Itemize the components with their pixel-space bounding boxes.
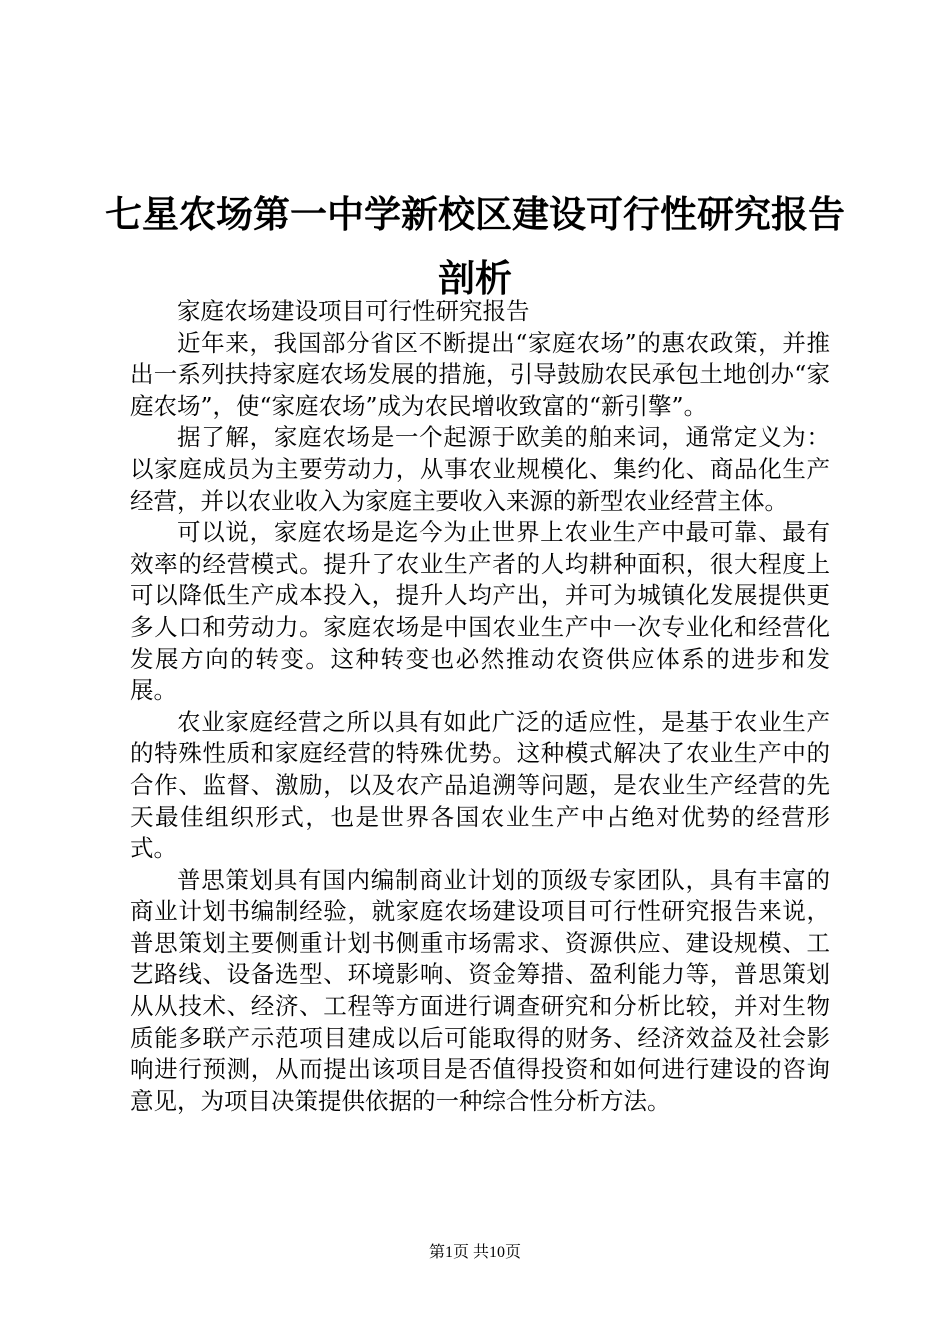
paragraph: 近年来，我国部分省区不断提出“家庭农场”的惠农政策，并推出一系列扶持家庭农场发展的措施，引导鼓励农民承包土地创办“家庭农场”，使“家庭农场”成为农民增收致富的“新引擎”。 [130,328,830,420]
paragraph-subtitle: 家庭农场建设项目可行性研究报告 [177,297,530,325]
paragraph: 可以说，家庭农场是迄今为止世界上农业生产中最可靠、最有效率的经营模式。提升了农业生产者的人均耕种面积，很大程度上可以降低生产成本投入，提升人均产出，并可为城镇化发展提供更多人口和劳动力。家庭农场是中国农业生产中一次专业化和经营化发展方向的转变。这种转变也必然推动农资供应体系的进步和发展。 [130,518,830,705]
page-number-footer: 第1页 共10页 [428,1244,521,1261]
paragraph: 农业家庭经营之所以具有如此广泛的适应性，是基于农业生产的特殊性质和家庭经营的特殊优势。这种模式解决了农业生产中的合作、监督、激励，以及农产品追溯等问题，是农业生产经营的先天最佳组织形式，也是世界各国农业生产中占绝对优势的经营形式。 [130,707,830,863]
paragraph: 据了解，家庭农场是一个起源于欧美的舶来词，通常定义为：以家庭成员为主要劳动力，从事农业规模化、集约化、商品化生产经营，并以农业收入为家庭主要收入来源的新型农业经营主体。 [130,423,830,515]
paragraph: 普思策划具有国内编制商业计划的顶级专家团队，具有丰富的商业计划书编制经验，就家庭农场建设项目可行性研究报告来说，普思策划主要侧重计划书侧重市场需求、资源供应、建设规模、工艺路线、设备选型、环境影响、资金筹措、盈利能力等，普思策划从从技术、经济、工程等方面进行调查研究和分析比较，并对生物质能多联产示范项目建成以后可能取得的财务、经济效益及社会影响进行预测，从而提出该项目是否值得投资和如何进行建设的咨询意见，为项目决策提供依据的一种综合性分析方法。 [130,865,830,1115]
document-title: 七星农场第一中学新校区建设可行性研究报告剖析 [105,192,845,300]
document-body [130,296,830,1117]
